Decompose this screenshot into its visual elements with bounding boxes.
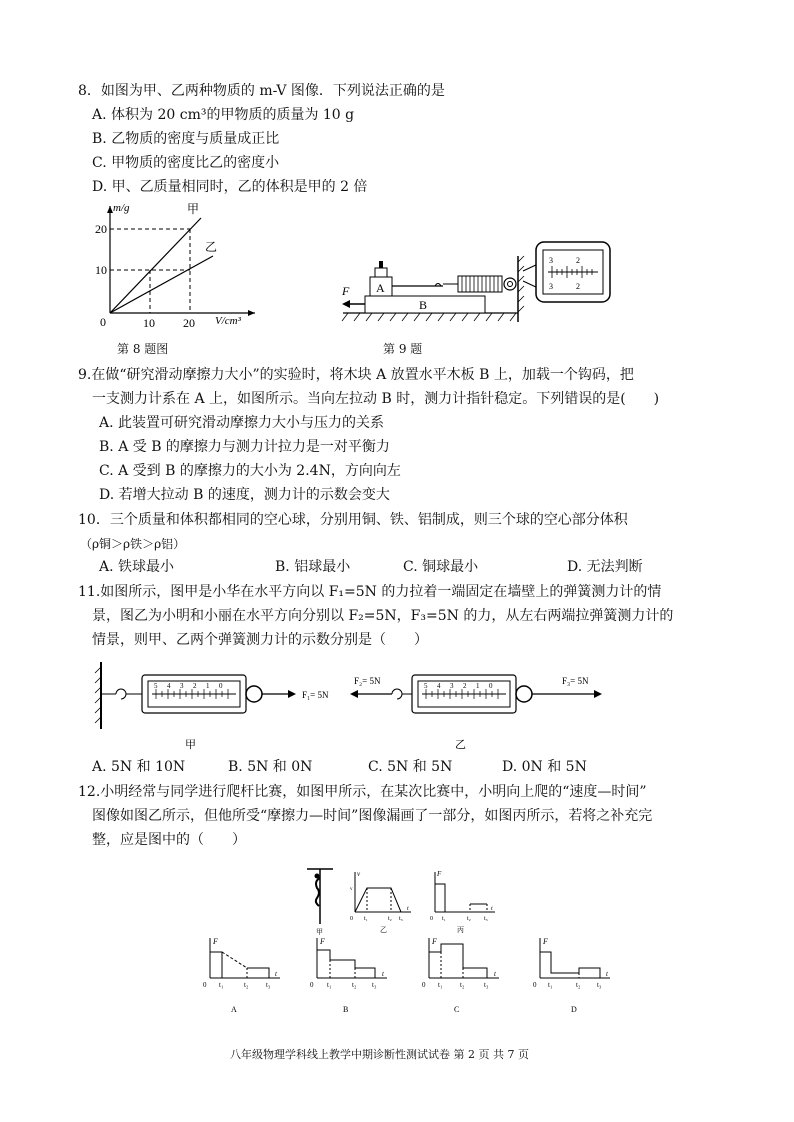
q11-jia-scale-4: 4 xyxy=(167,682,171,690)
q11-jia-scale-2: 2 xyxy=(193,682,197,690)
q12-yi-t3: t₃ xyxy=(399,916,403,922)
q9-friction-apparatus xyxy=(338,236,616,326)
q11-option-d: D. 0N 和 5N xyxy=(502,759,587,775)
q12-bing-flabel: F xyxy=(437,870,442,878)
q9-option-b: B. A 受 B 的摩擦力与测力计拉力是一对平衡力 xyxy=(99,439,390,455)
q12-c-t: t xyxy=(494,970,496,978)
q12-c-t3: t₃ xyxy=(484,981,489,989)
q12-vt-curve xyxy=(355,888,401,912)
q8-label-yi: 乙 xyxy=(205,240,218,254)
q11-label-jia: 甲 xyxy=(185,739,196,751)
q12-bing-t2: t₂ xyxy=(467,916,471,922)
q11-option-b: B. 5N 和 0N xyxy=(228,759,313,775)
q11-yi-scale-4: 4 xyxy=(437,682,441,690)
q12-a-origin: 0 xyxy=(203,981,207,989)
q12-a-t1: t₁ xyxy=(219,981,224,989)
q11-label-yi: 乙 xyxy=(455,739,466,751)
q12-c-origin: 0 xyxy=(422,981,426,989)
q11-label-f2: F₂= 5N xyxy=(354,676,381,686)
q11-spring-scales xyxy=(92,657,712,752)
q12-c-curve xyxy=(429,944,487,978)
q11-label-f3: F₃= 5N xyxy=(562,676,589,686)
q8-ylabel: m/g xyxy=(113,202,130,214)
q12-d-t: t xyxy=(606,970,608,978)
q8-caption: 第 8 题图 xyxy=(117,342,169,356)
q9-label-f: F xyxy=(342,284,350,298)
q12-c-t2: t₂ xyxy=(460,981,465,989)
q11-jia-scale-0: 0 xyxy=(219,682,223,690)
q9-label-b: B xyxy=(419,298,428,312)
q12-stem-line-2: 图像如图乙所示，但他所受“摩擦力—时间”图像漏画了一部分，如图丙所示，若将之补充完 xyxy=(92,808,653,824)
q12-a-curve xyxy=(210,952,222,978)
q8-xlabel: V/cm³ xyxy=(215,315,241,327)
q12-yi-origin: 0 xyxy=(350,916,353,922)
q8-origin: 0 xyxy=(100,315,106,329)
q12-b-t: t xyxy=(382,970,384,978)
q10-option-a: A. 铁球最小 xyxy=(99,559,175,575)
q10-density-condition: （ρ铜＞ρ铁＞ρ铝） xyxy=(80,537,186,551)
q11-yi-scale-1: 1 xyxy=(476,682,480,690)
q12-a-flabel: F xyxy=(213,937,218,946)
q8-option-c: C. 甲物质的密度比乙的密度小 xyxy=(92,155,280,171)
q12-b-curve xyxy=(317,950,375,978)
q12-b-t1: t₁ xyxy=(327,981,332,989)
q12-d-flabel: F xyxy=(543,937,548,946)
q11-label-f1: F₁= 5N xyxy=(302,690,329,700)
q11-yi-scale-0: 0 xyxy=(489,682,493,690)
q8-mv-graph xyxy=(95,198,270,333)
q12-bing-t3: t₃ xyxy=(484,916,488,922)
q12-label-c: C xyxy=(454,1005,460,1014)
q12-d-t1: t₁ xyxy=(548,981,553,989)
q9-zoom-2b: 2 xyxy=(576,282,580,291)
q12-yi-v: v xyxy=(350,887,353,892)
q12-c-t1: t₁ xyxy=(438,981,443,989)
q11-yi-scale-5: 5 xyxy=(424,682,428,690)
q8-ytick-10: 10 xyxy=(95,263,107,277)
q9-option-a: A. 此装置可研究滑动摩擦力大小与压力的关系 xyxy=(99,415,385,431)
q12-bing-origin: 0 xyxy=(430,916,433,922)
q9-label-a: A xyxy=(376,281,385,295)
q11-jia-scale-1: 1 xyxy=(206,682,210,690)
q9-zoom-3a: 3 xyxy=(549,256,553,265)
q12-bing-partial xyxy=(435,884,445,912)
q12-label-jia: 甲 xyxy=(316,928,323,936)
q9-caption: 第 9 题 xyxy=(383,342,423,356)
q8-ytick-20: 20 xyxy=(95,222,107,236)
q10-option-d: D. 无法判断 xyxy=(567,559,643,575)
q12-yi-t1: t₁ xyxy=(364,916,368,922)
q12-yi-t2: t₂ xyxy=(388,916,392,922)
q8-xtick-20: 20 xyxy=(183,316,195,330)
q12-stem-line-1: 12.小明经常与同学进行爬杆比赛，如图甲所示，在某次比赛中，小明向上爬的“速度—时间” xyxy=(78,784,647,800)
q11-yi-scale-2: 2 xyxy=(463,682,467,690)
q12-d-origin: 0 xyxy=(533,981,537,989)
q12-option-graphs xyxy=(195,934,625,1018)
q9-zoom-3b: 3 xyxy=(549,282,553,291)
q11-yi-scale-3: 3 xyxy=(450,682,454,690)
q12-yi-vlabel: v xyxy=(357,870,361,878)
q12-b-flabel: F xyxy=(320,937,325,946)
q12-label-b: B xyxy=(343,1005,349,1014)
q12-a-t: t xyxy=(275,970,277,978)
q12-b-origin: 0 xyxy=(310,981,314,989)
q11-stem-line-2: 景，图乙为小明和小丽在水平方向分别以 F₂=5N，F₃=5N 的力，从左右两端拉弹簧测力计的 xyxy=(92,608,674,624)
q12-b-t2: t₂ xyxy=(352,981,357,989)
q8-stem: 8．如图为甲、乙两种物质的 m-V 图像．下列说法正确的是 xyxy=(78,83,445,99)
q8-label-jia: 甲 xyxy=(187,202,200,216)
q12-figure-top xyxy=(305,866,505,936)
q11-jia-scale-5: 5 xyxy=(154,682,158,690)
q9-zoom-2a: 2 xyxy=(576,256,580,265)
q12-b-t3: t₃ xyxy=(372,981,377,989)
q9-option-d: D. 若增大拉动 B 的速度，测力计的示数会变大 xyxy=(99,487,390,503)
q12-a-t3: t₃ xyxy=(266,981,271,989)
q11-option-c: C. 5N 和 5N xyxy=(368,759,453,775)
q8-option-d: D. 甲、乙质量相同时，乙的体积是甲的 2 倍 xyxy=(92,179,368,195)
q12-a-t2: t₂ xyxy=(244,981,249,989)
q8-xtick-10: 10 xyxy=(143,316,155,330)
q9-stem-line-1: 9.在做“研究滑动摩擦力大小”的实验时，将木块 A 放置水平木板 B 上，加载一个钩码，把 xyxy=(78,367,634,383)
q8-line-yi xyxy=(110,256,213,313)
q12-yi-t: t xyxy=(407,906,409,912)
q9-option-c: C. A 受到 B 的摩擦力的大小为 2.4N，方向向左 xyxy=(99,463,401,479)
q12-label-a: A xyxy=(231,1005,237,1014)
q12-d-t2: t₂ xyxy=(576,981,581,989)
q10-stem: 10．三个质量和体积都相同的空心球，分别用铜、铁、铝制成，则三个球的空心部分体积 xyxy=(78,512,628,528)
q8-option-a: A. 体积为 20 cm³的甲物质的质量为 10 g xyxy=(92,107,355,123)
q12-label-yi: 乙 xyxy=(380,926,387,934)
q8-option-b: B. 乙物质的密度与质量成正比 xyxy=(92,131,280,147)
q11-stem-line-1: 11.如图所示，图甲是小华在水平方向以 F₁=5N 的力拉着一端固定在墙壁上的弹簧测力计的情 xyxy=(78,584,662,600)
q10-option-b: B. 铝球最小 xyxy=(275,559,351,575)
q10-option-c: C. 铜球最小 xyxy=(403,559,479,575)
q12-label-bing: 丙 xyxy=(457,926,464,934)
page-footer: 八年级物理学科线上教学中期诊断性测试试卷 第 2 页 共 7 页 xyxy=(230,1048,529,1061)
q12-d-t3: t₃ xyxy=(597,981,602,989)
q12-bing-t1: t₁ xyxy=(442,916,446,922)
q12-c-flabel: F xyxy=(432,937,437,946)
q12-stem-line-3: 整，应是图中的（ ） xyxy=(92,832,246,848)
q11-stem-line-3: 情景，则甲、乙两个弹簧测力计的示数分别是（ ） xyxy=(92,632,428,648)
q8-line-jia xyxy=(110,218,201,313)
q12-label-d: D xyxy=(571,1005,577,1014)
q11-option-a: A. 5N 和 10N xyxy=(92,759,186,775)
q12-bing-t: t xyxy=(491,906,493,912)
q11-jia-scale-3: 3 xyxy=(180,682,184,690)
q9-stem-line-2: 一支测力计系在 A 上，如图所示。当向左拉动 B 时，测力计指针稳定。下列错误的是( ) xyxy=(92,391,660,407)
q12-d-curve xyxy=(540,952,600,978)
